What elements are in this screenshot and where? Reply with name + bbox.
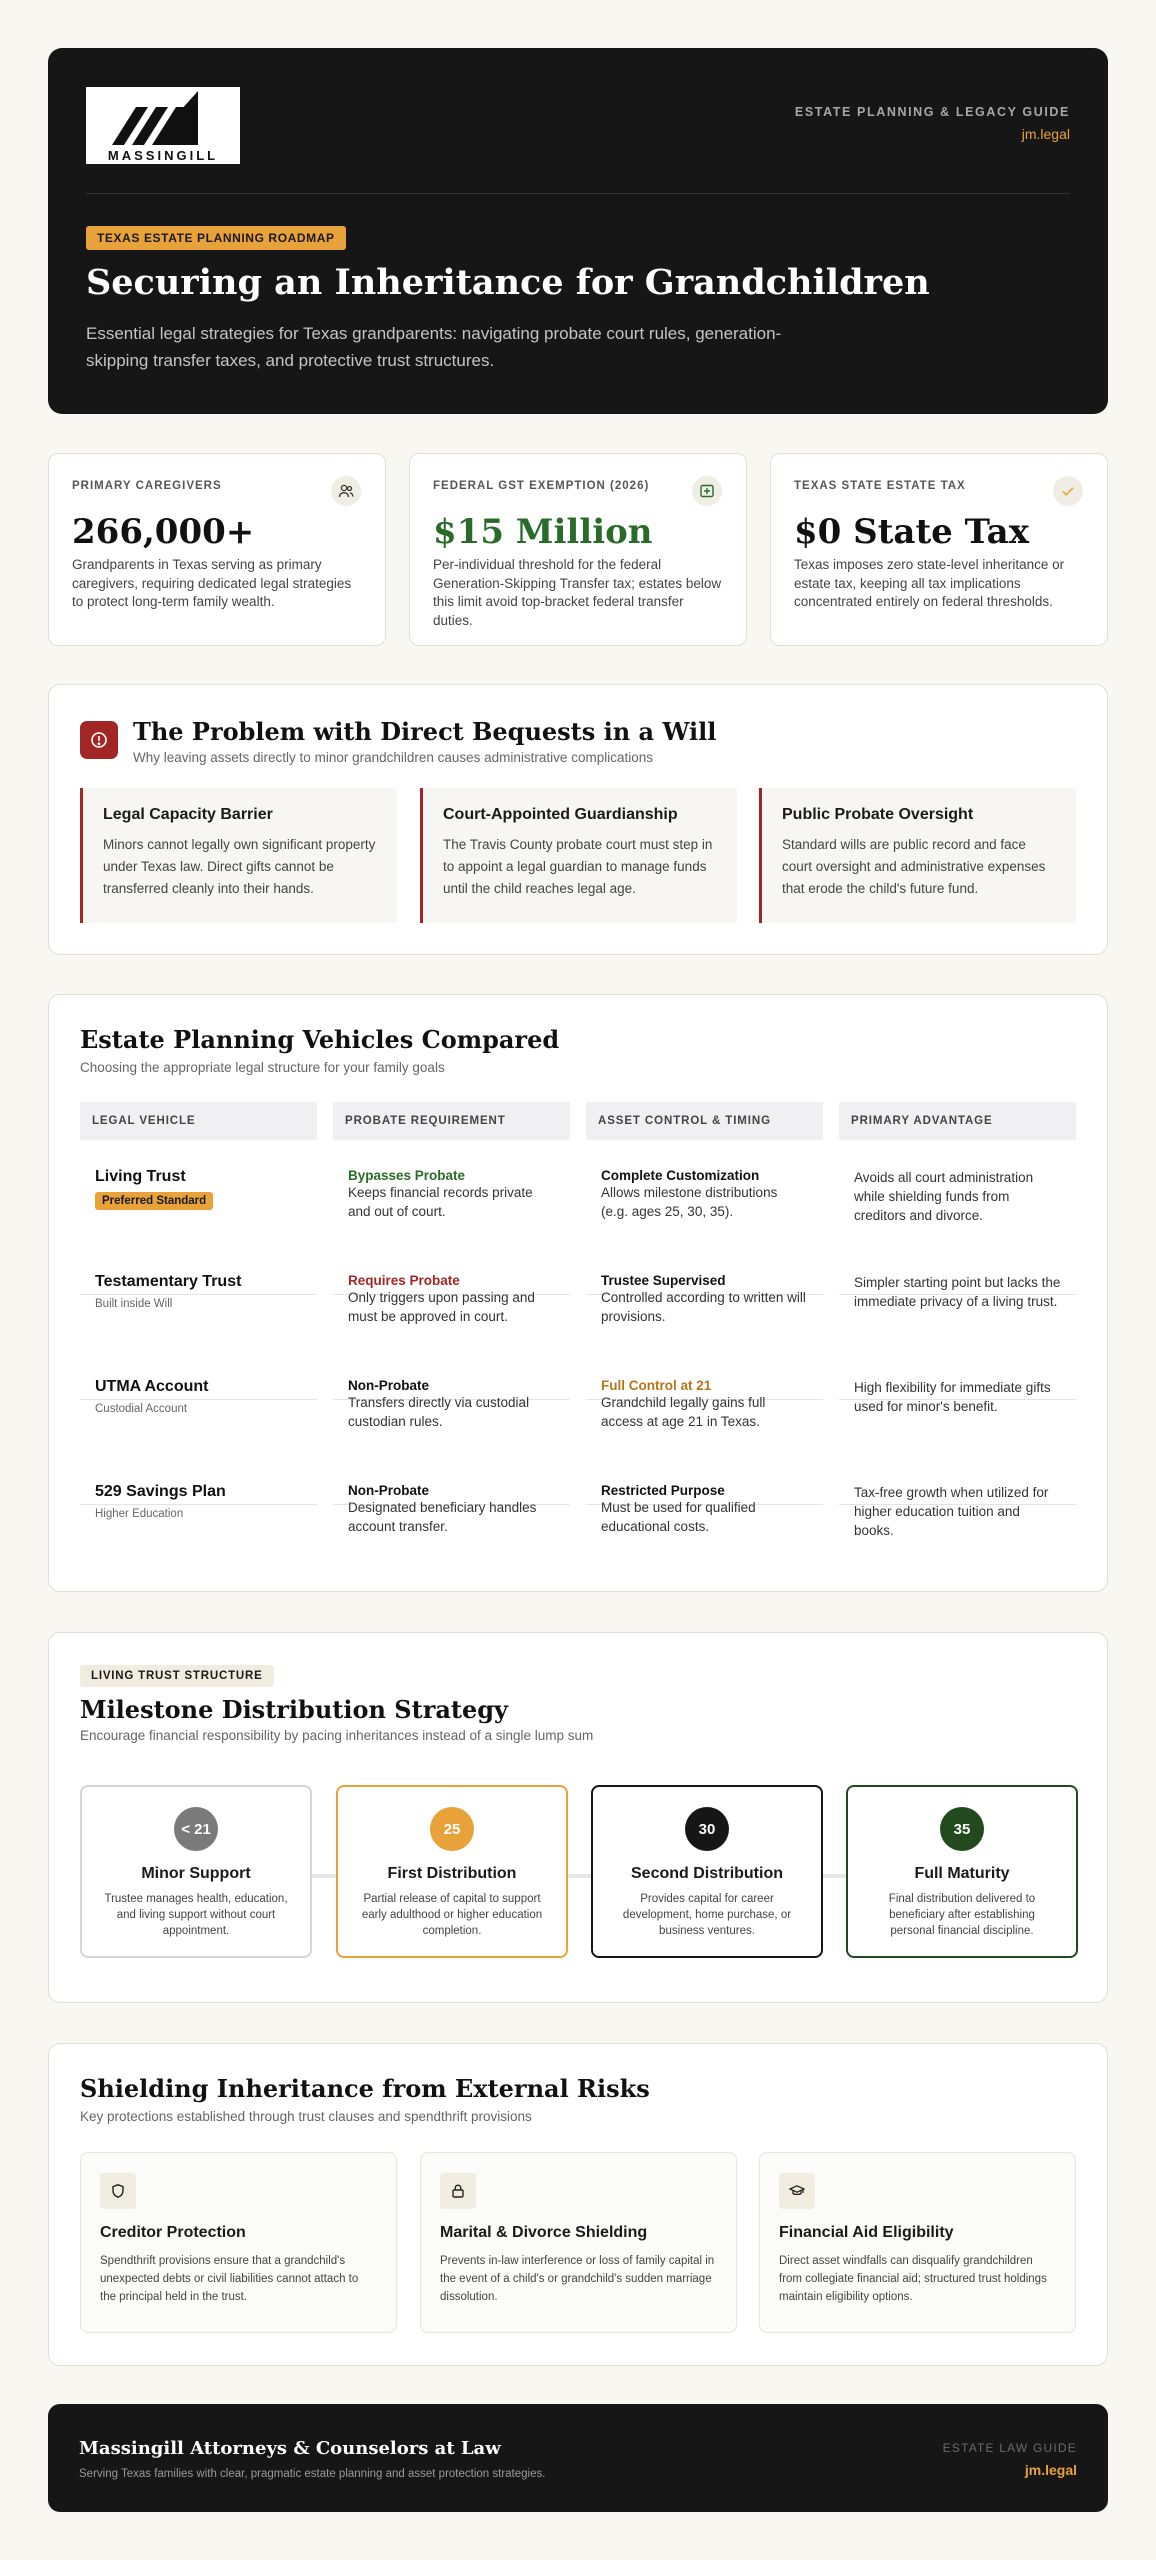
risk-title: Financial Aid Eligibility — [779, 2224, 954, 2241]
problem-title: The Problem with Direct Bequests in a Will — [133, 717, 717, 746]
milestone-card — [591, 1785, 823, 1958]
problem-subtitle: Why leaving assets directly to minor grandchildren causes administrative complications — [133, 750, 653, 765]
milestone-age: < 21 — [174, 1807, 218, 1851]
control-cell — [586, 1273, 823, 1326]
probate-keyword: Requires Probate — [348, 1273, 460, 1288]
probate-cell — [333, 1378, 570, 1431]
page — [48, 48, 1108, 2480]
probate-text: Transfers directly via custodial custodian rules. — [348, 1395, 530, 1429]
control-text: Grandchild legally gains full access at age 21 in Texas. — [601, 1395, 766, 1429]
check-icon — [1053, 476, 1083, 506]
stat-cards — [48, 453, 1108, 646]
table-row-testamentary-trust — [80, 1273, 317, 1310]
footer-kicker: ESTATE LAW GUIDE — [942, 2441, 1077, 2455]
milestone-desc: Partial release of capital to support early adulthood or higher education completion. — [361, 1893, 543, 1937]
column-header: PROBATE REQUIREMENT — [333, 1102, 570, 1140]
stat-label: TEXAS STATE ESTATE TAX — [794, 480, 966, 492]
stat-card-state-tax — [770, 453, 1108, 646]
control-text: Must be used for qualified educational costs. — [601, 1500, 756, 1534]
column-header: ASSET CONTROL & TIMING — [586, 1102, 823, 1140]
advantage-cell — [839, 1168, 1076, 1225]
control-keyword: Full Control at 21 — [601, 1378, 712, 1393]
probate-keyword: Non-Probate — [348, 1378, 429, 1393]
problem-section — [48, 684, 1108, 955]
firm-name: Massingill Attorneys & Counselors at Law — [79, 2438, 501, 2459]
control-text: Controlled according to written will provisions. — [601, 1290, 806, 1324]
risk-card-marital — [420, 2152, 737, 2333]
footer — [48, 2404, 1108, 2512]
milestone-title: Full Maturity — [914, 1865, 1010, 1882]
alert-icon — [80, 721, 118, 759]
risk-desc: Spendthrift provisions ensure that a grandchild's unexpected debts or civil liabilities cannot attach to the principal held in the trust. — [100, 2255, 359, 2303]
risks-subtitle: Key protections established through trust clauses and spendthrift provisions — [80, 2109, 532, 2124]
stat-card-caregivers — [48, 453, 386, 646]
milestone-age: 35 — [940, 1807, 984, 1851]
footer-site-link[interactable]: jm.legal — [1024, 2462, 1077, 2478]
problem-item-desc: The Travis County probate court must step in to appoint a legal guardian to manage funds until the child reaches legal age. — [443, 837, 713, 896]
milestone-title: Minor Support — [141, 1865, 251, 1882]
milestones-subtitle: Encourage financial responsibility by pacing inheritances instead of a single lump sum — [80, 1728, 594, 1743]
risk-desc: Prevents in-law interference or loss of family capital in the event of a child's or grandchild's sudden marriage dissolution. — [440, 2255, 715, 2303]
problem-item-desc: Standard wills are public record and face court oversight and administrative expenses that erode the child's future fund. — [782, 837, 1046, 896]
advantage-text: High flexibility for immediate gifts used for minor's benefit. — [854, 1380, 1051, 1414]
risk-card-creditor — [80, 2152, 397, 2333]
hero-lead: Essential legal strategies for Texas grandparents: navigating probate court rules, generation-skipping transfer taxes, and protective trust structures. — [86, 324, 782, 370]
control-keyword: Complete Customization — [601, 1168, 760, 1183]
vehicles-section — [48, 994, 1108, 1592]
milestone-desc: Final distribution delivered to beneficiary after establishing personal financial discipline. — [888, 1893, 1036, 1937]
advantage-cell — [839, 1483, 1076, 1540]
control-cell — [586, 1378, 823, 1431]
problem-item — [759, 788, 1076, 923]
control-cell — [586, 1168, 823, 1221]
vehicle-sub: Built inside Will — [95, 1298, 173, 1310]
milestone-age: 30 — [685, 1807, 729, 1851]
vehicle-name: Testamentary Trust — [95, 1273, 242, 1290]
stat-label: PRIMARY CAREGIVERS — [72, 480, 222, 492]
advantage-cell — [839, 1273, 1076, 1311]
advantage-text: Simpler starting point but lacks the immediate privacy of a living trust. — [854, 1275, 1061, 1309]
lock-icon — [440, 2173, 476, 2209]
milestone-age: 25 — [430, 1807, 474, 1851]
milestone-title: Second Distribution — [631, 1865, 783, 1882]
milestone-desc: Provides capital for career development, home purchase, or business ventures. — [622, 1893, 792, 1937]
living-trust-tag: LIVING TRUST STRUCTURE — [80, 1665, 274, 1687]
stat-value: 266,000+ — [72, 512, 255, 552]
column-header: LEGAL VEHICLE — [80, 1102, 317, 1140]
stat-desc: Grandparents in Texas serving as primary caregivers, requiring dedicated legal strategies to protect long-term family wealth. — [72, 557, 352, 609]
column-header: PRIMARY ADVANTAGE — [839, 1102, 1076, 1140]
site-link[interactable]: jm.legal — [1021, 126, 1070, 142]
probate-cell — [333, 1168, 570, 1221]
risk-desc: Direct asset windfalls can disqualify grandchildren from collegiate financial aid; structured trust holdings maintain eligibility options. — [779, 2255, 1047, 2303]
firm-tagline: Serving Texas families with clear, pragmatic estate planning and asset protection strategies. — [79, 2468, 546, 2480]
preferred-badge: Preferred Standard — [95, 1192, 213, 1210]
advantage-text: Tax-free growth when utilized for higher education tuition and books. — [854, 1485, 1049, 1538]
milestones-section — [48, 1632, 1108, 2003]
probate-text: Keeps financial records private and out of court. — [348, 1185, 533, 1219]
probate-text: Only triggers upon passing and must be approved in court. — [348, 1290, 535, 1324]
control-text: Allows milestone distributions (e.g. ages 25, 30, 35). — [601, 1185, 778, 1219]
risk-title: Creditor Protection — [100, 2224, 246, 2241]
probate-cell — [333, 1483, 570, 1536]
shield-icon — [100, 2173, 136, 2209]
hero-meta — [795, 105, 1070, 142]
risks-title: Shielding Inheritance from External Risks — [80, 2074, 650, 2103]
stat-desc: Texas imposes zero state-level inheritance or estate tax, keeping all tax implications concentrated entirely on federal thresholds. — [794, 557, 1065, 609]
stat-value: $15 Million — [433, 512, 653, 552]
control-cell — [586, 1483, 823, 1536]
roadmap-tag: TEXAS ESTATE PLANNING ROADMAP — [86, 226, 346, 250]
hero-divider — [86, 193, 1070, 194]
probate-keyword: Non-Probate — [348, 1483, 429, 1498]
vehicle-sub: Custodial Account — [95, 1403, 188, 1415]
table-row-living-trust — [80, 1168, 317, 1210]
control-keyword: Restricted Purpose — [601, 1483, 725, 1498]
users-icon — [331, 476, 361, 506]
table-row-529-plan — [80, 1483, 317, 1520]
stat-value: $0 State Tax — [794, 512, 1029, 552]
risks-section — [48, 2043, 1108, 2366]
control-keyword: Trustee Supervised — [601, 1273, 726, 1288]
probate-text: Designated beneficiary handles account transfer. — [348, 1500, 537, 1534]
vehicle-name: Living Trust — [95, 1168, 186, 1185]
risk-title: Marital & Divorce Shielding — [440, 2224, 648, 2241]
problem-item — [420, 788, 737, 923]
graduation-cap-icon — [779, 2173, 815, 2209]
vehicles-subtitle: Choosing the appropriate legal structure for your family goals — [80, 1060, 445, 1075]
plus-square-icon — [692, 476, 722, 506]
probate-cell — [333, 1273, 570, 1326]
vehicle-name: UTMA Account — [95, 1378, 209, 1395]
problem-item-desc: Minors cannot legally own significant property under Texas law. Direct gifts cannot be transferred cleanly into their hands. — [103, 837, 376, 896]
problem-item-title: Legal Capacity Barrier — [103, 806, 273, 823]
advantage-cell — [839, 1378, 1076, 1416]
stat-desc: Per-individual threshold for the federal Generation-Skipping Transfer tax; estates below this limit avoid top-bracket federal transfer duties. — [433, 557, 722, 628]
vehicle-sub: Higher Education — [95, 1508, 184, 1520]
probate-keyword: Bypasses Probate — [348, 1168, 466, 1183]
problem-item-title: Court-Appointed Guardianship — [443, 806, 678, 823]
milestones-title: Milestone Distribution Strategy — [80, 1695, 508, 1724]
milestone-card — [336, 1785, 568, 1958]
hero-banner — [48, 48, 1108, 414]
page-title: Securing an Inheritance for Grandchildren — [86, 262, 930, 303]
problem-item — [80, 788, 397, 923]
massingill-logo — [86, 87, 240, 164]
stat-card-gst — [409, 453, 747, 646]
milestone-card — [846, 1785, 1078, 1958]
guide-kicker: ESTATE PLANNING & LEGACY GUIDE — [794, 105, 1070, 119]
vehicles-title: Estate Planning Vehicles Compared — [80, 1025, 560, 1054]
advantage-text: Avoids all court administration while shielding funds from creditors and divorce. — [854, 1170, 1034, 1223]
logo-wordmark: MASSINGILL — [107, 148, 219, 163]
risk-card-financial-aid — [759, 2152, 1076, 2333]
vehicle-name: 529 Savings Plan — [95, 1483, 226, 1500]
table-row-utma-account — [80, 1378, 317, 1415]
milestone-title: First Distribution — [387, 1865, 517, 1882]
milestone-card — [80, 1785, 312, 1958]
problem-item-title: Public Probate Oversight — [782, 806, 974, 823]
milestone-desc: Trustee manages health, education, and living support without court appointment. — [104, 1893, 288, 1937]
stat-label: FEDERAL GST EXEMPTION (2026) — [433, 480, 650, 492]
